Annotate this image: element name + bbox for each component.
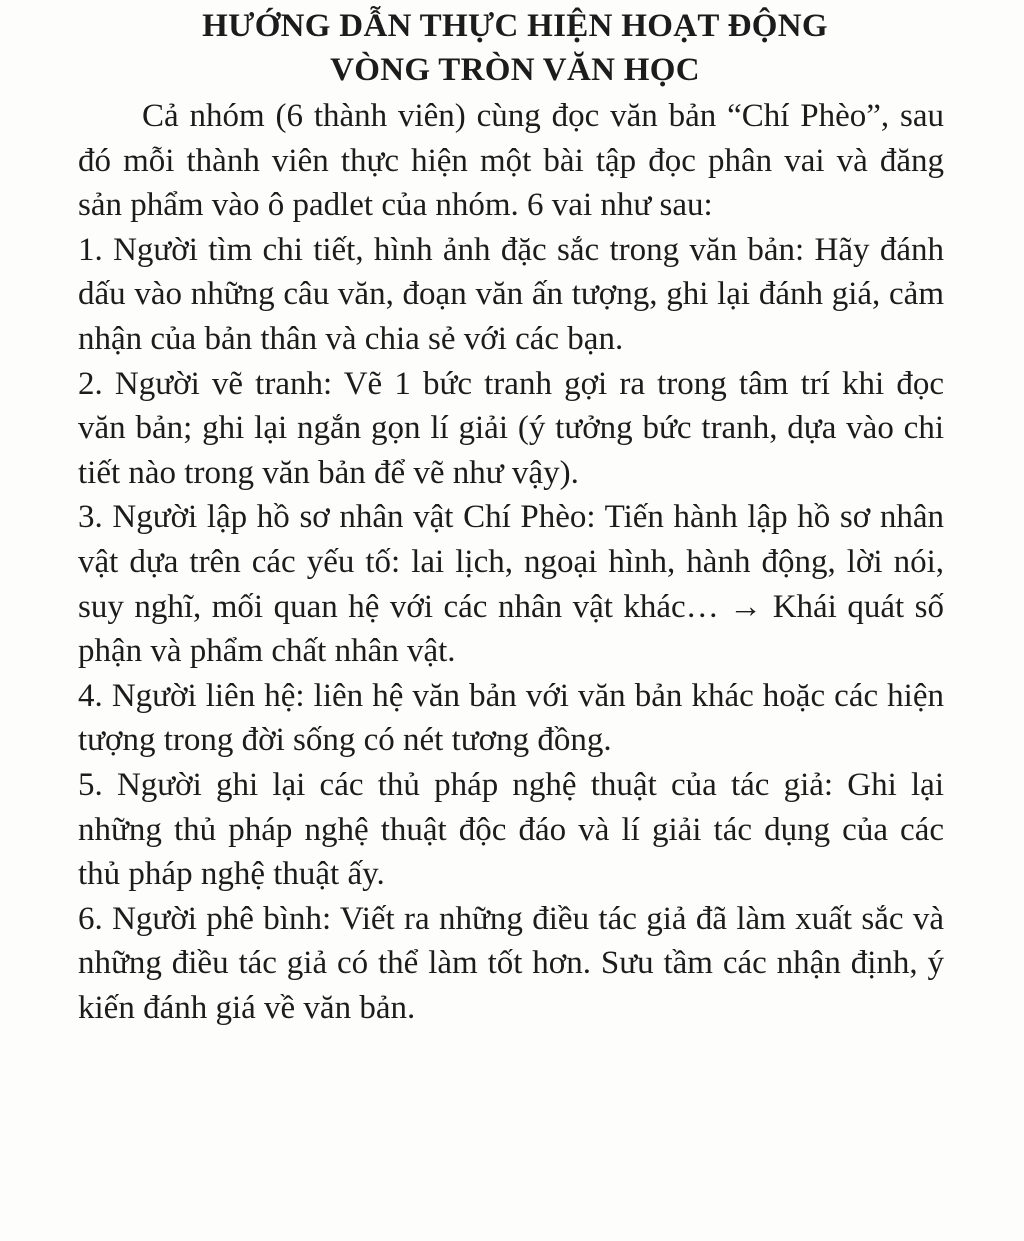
document-title-line-1: HƯỚNG DẪN THỰC HIỆN HOẠT ĐỘNG <box>202 8 828 44</box>
role-item-2: 2. Người vẽ tranh: Vẽ 1 bức tranh gợi ra trong tâm trí khi đọc văn bản; ghi lại ngắn gọn lí giải (ý tưởng bức tranh, dựa vào chi tiết nào trong văn bản để vẽ như vậy). <box>78 365 944 491</box>
role-item-1: 1. Người tìm chi tiết, hình ảnh đặc sắc trong văn bản: Hãy đánh dấu vào những câu văn, đoạn văn ấn tượng, ghi lại đánh giá, cảm nhận của bản thân và chia sẻ với các bạn. <box>78 231 944 357</box>
role-item-3: 3. Người lập hồ sơ nhân vật Chí Phèo: Tiến hành lập hồ sơ nhân vật dựa trên các yếu tố: lai lịch, ngoại hình, hành động, lời nói, suy nghĩ, mối quan hệ với các nhân vật khác… → Khái quát số phận và phẩm chất nhân vật. <box>78 499 944 670</box>
role-item-5: 5. Người ghi lại các thủ pháp nghệ thuật của tác giả: Ghi lại những thủ pháp nghệ thuật độc đáo và lí giải tác dụng của các thủ pháp nghệ thuật ấy. <box>78 766 944 893</box>
document-title-line-2: VÒNG TRÒN VĂN HỌC <box>330 52 700 88</box>
intro-paragraph: Cả nhóm (6 thành viên) cùng đọc văn bản “Chí Phèo”, sau đó mỗi thành viên thực hiện một bài tập đọc phân vai và đăng sản phẩm vào ô padlet của nhóm. 6 vai như sau: <box>78 98 944 224</box>
document-body <box>78 94 944 1030</box>
role-item-6: 6. Người phê bình: Viết ra những điều tác giả đã làm xuất sắc và những điều tác giả có thể làm tốt hơn. Sưu tầm các nhận định, ý kiến đánh giá về văn bản. <box>78 900 944 1026</box>
role-item-4: 4. Người liên hệ: liên hệ văn bản với văn bản khác hoặc các hiện tượng trong đời sống có nét tương đồng. <box>78 677 944 759</box>
